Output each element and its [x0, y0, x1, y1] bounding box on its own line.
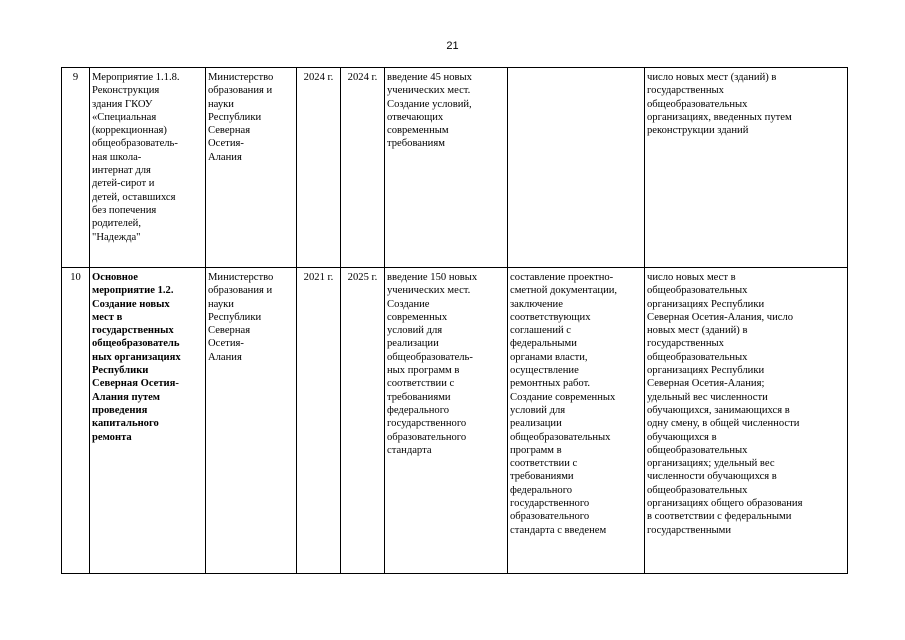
row-number-cell: 9	[62, 68, 90, 268]
cell-text-line: государственных	[92, 325, 174, 337]
cell-text-line: Северная	[208, 325, 251, 337]
cell-text-line: ученических мест.	[387, 285, 471, 297]
cell-text-line: федерального	[510, 484, 573, 496]
cell-text-line: «Специальная	[92, 111, 157, 123]
cell-text-line: общеобразовательных	[647, 484, 748, 496]
cell-text-line: Алания путем	[92, 391, 161, 403]
cell-text-line: государственных	[647, 85, 724, 97]
cell-text-line: Алания	[208, 151, 242, 163]
cell-text-line: число новых мест (зданий) в	[647, 72, 777, 83]
cell-text-line: науки	[208, 98, 234, 110]
cell-text-line: Республики	[208, 311, 262, 323]
cell-text-line: образовательного	[510, 511, 590, 523]
cell-text-line: требованиями	[387, 391, 451, 403]
cell-text-line: Создание новых	[92, 298, 170, 310]
cell-text-line: Создание	[387, 298, 430, 310]
cell-text-line: здания ГКОУ	[92, 98, 153, 110]
cell-text-line: реализации	[510, 418, 562, 430]
cell-text-line: Создание условий,	[387, 98, 472, 110]
cell-text-line: интернат для	[92, 165, 151, 177]
cell-text-line: соответствии с	[387, 378, 455, 390]
executor-cell	[206, 268, 297, 574]
cell-text-line: государственного	[387, 418, 467, 430]
cell-text-line: условий для	[510, 404, 566, 416]
cell-text-line: Основное	[92, 272, 138, 283]
cell-text-line: реконструкции зданий	[647, 125, 749, 137]
cell-text-line: общеобразовательных	[510, 431, 611, 443]
cell-text-line: число новых мест в	[647, 272, 736, 283]
cell-text-line: Министерство	[208, 72, 274, 83]
row-number-cell: 10	[62, 268, 90, 574]
cell-text-line: федерального	[387, 404, 450, 416]
activities-cell	[508, 68, 645, 268]
cell-text-line: мест в	[92, 311, 123, 323]
cell-text-line: федеральными	[510, 338, 577, 350]
cell-text-line: программ в	[510, 444, 562, 456]
table-row	[62, 68, 848, 268]
cell-text-line: ная школа-	[92, 151, 142, 163]
cell-text-line: государственного	[510, 498, 590, 510]
cell-text-line: новых мест (зданий) в	[647, 325, 748, 337]
cell-text-line: без попечения	[92, 204, 157, 216]
cell-text-line: требованиями	[510, 471, 574, 483]
end-year-cell: 2025 г.	[341, 268, 385, 574]
cell-text-line: Осетия-	[208, 138, 244, 150]
cell-text-line: стандарта	[387, 444, 432, 456]
cell-text-line: мероприятие 1.2.	[92, 285, 174, 297]
cell-text-line: организациях; удельный вес	[647, 458, 775, 470]
cell-text-line: Северная Осетия-Алания;	[647, 378, 765, 390]
cell-text-line: численности обучающихся в	[647, 471, 777, 483]
expected-result-cell	[385, 68, 508, 268]
cell-text-line: организациях общего образования	[647, 498, 803, 510]
cell-text-line: науки	[208, 298, 234, 310]
cell-text-line: капитального	[92, 418, 159, 430]
start-year-cell: 2021 г.	[297, 268, 341, 574]
cell-text-line: ремонта	[92, 431, 132, 443]
cell-text-line: обучающихся, занимающихся в	[647, 404, 790, 416]
cell-text-line: общеобразователь	[92, 338, 180, 350]
executor-cell	[206, 68, 297, 268]
expected-result-cell	[385, 268, 508, 574]
cell-text-line: организациях Республики	[647, 298, 765, 310]
end-year-cell: 2024 г.	[341, 68, 385, 268]
program-activities-table	[61, 67, 848, 574]
cell-text-line: удельный вес численности	[647, 391, 768, 403]
cell-text-line: введение 45 новых	[387, 72, 472, 83]
cell-text-line: ных организациях	[92, 351, 181, 363]
cell-text-line: ремонтных работ.	[510, 378, 591, 390]
cell-text-line: осуществление	[510, 365, 579, 377]
cell-text-line: современных	[387, 311, 448, 323]
cell-text-line: общеобразовательных	[647, 98, 748, 110]
cell-text-line: Республики	[92, 365, 149, 377]
cell-text-line: Создание современных	[510, 391, 616, 403]
cell-text-line: Алания	[208, 351, 242, 363]
table-row	[62, 268, 848, 574]
cell-text-line: проведения	[92, 404, 148, 416]
cell-text-line: общеобразователь-	[92, 138, 178, 150]
cell-text-line: в соответствии с федеральными	[647, 511, 792, 523]
cell-text-line: организациях Республики	[647, 365, 765, 377]
cell-text-line: общеобразовательных	[647, 444, 748, 456]
start-year-cell: 2024 г.	[297, 68, 341, 268]
cell-text-line: одну смену, в общей численности	[647, 418, 800, 430]
cell-text-line: Республики	[208, 111, 262, 123]
cell-text-line: Реконструкция	[92, 85, 160, 97]
cell-text-line: отвечающих	[387, 111, 444, 123]
cell-text-line: органами власти,	[510, 351, 588, 363]
cell-text-line: реализации	[387, 338, 439, 350]
indicator-cell	[645, 68, 848, 268]
page-number: 21	[446, 40, 459, 52]
cell-text-line: Северная Осетия-	[92, 378, 179, 390]
cell-text-line: условий для	[387, 325, 443, 337]
cell-text-line: (коррекционная)	[92, 125, 167, 137]
activity-name-cell	[90, 268, 206, 574]
cell-text-line: сметной документации,	[510, 285, 618, 297]
cell-text-line: Осетия-	[208, 338, 244, 350]
cell-text-line: ных программ в	[387, 365, 460, 377]
cell-text-line: составление проектно-	[510, 272, 614, 283]
cell-text-line: Мероприятие 1.1.8.	[92, 72, 180, 83]
cell-text-line: "Надежда"	[92, 231, 141, 243]
cell-text-line: заключение	[510, 298, 563, 310]
cell-text-line: требованиям	[387, 138, 445, 150]
activities-cell	[508, 268, 645, 574]
cell-text-line: общеобразовательных	[647, 285, 748, 297]
cell-text-line: детей-сирот и	[92, 178, 155, 190]
cell-text-line: современным	[387, 125, 449, 137]
cell-text-line: Северная Осетия-Алания, число	[647, 311, 794, 323]
cell-text-line: соответствующих	[510, 311, 591, 323]
cell-text-line: общеобразователь-	[387, 351, 473, 363]
cell-text-line: детей, оставшихся	[92, 191, 176, 203]
cell-text-line: ученических мест.	[387, 85, 471, 97]
cell-text-line: организациях, введенных путем	[647, 111, 792, 123]
cell-text-line: Министерство	[208, 272, 274, 283]
indicator-cell	[645, 268, 848, 574]
cell-text-line: введение 150 новых	[387, 272, 478, 283]
cell-text-line: государственными	[647, 524, 732, 536]
cell-text-line: общеобразовательных	[647, 351, 748, 363]
cell-text-line: родителей,	[92, 218, 141, 230]
cell-text-line: Северная	[208, 125, 251, 137]
cell-text-line: образования и	[208, 85, 273, 97]
cell-text-line: соответствии с	[510, 458, 578, 470]
cell-text-line: образовательного	[387, 431, 467, 443]
cell-text-line: образования и	[208, 285, 273, 297]
cell-text-line: государственных	[647, 338, 724, 350]
cell-text-line: обучающихся в	[647, 431, 717, 443]
cell-text-line: стандарта с введенем	[510, 524, 607, 536]
activity-name-cell	[90, 68, 206, 268]
cell-text-line: соглашений с	[510, 325, 572, 337]
